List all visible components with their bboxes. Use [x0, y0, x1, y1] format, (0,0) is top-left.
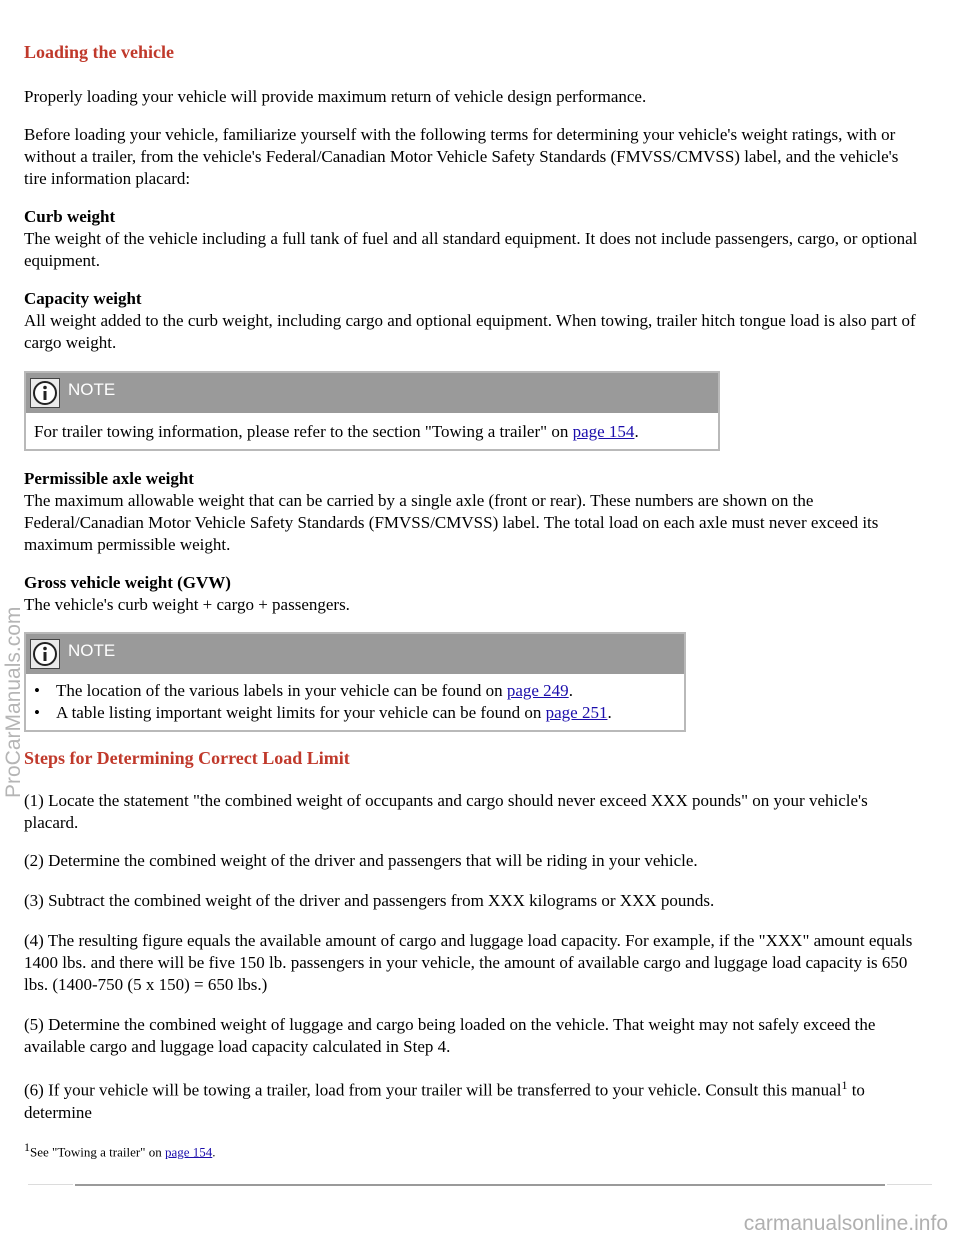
bullet: • — [34, 681, 40, 700]
term-permissible-axle-weight — [24, 468, 924, 556]
note-body — [26, 674, 684, 730]
intro-paragraph: Properly loading your vehicle will provide maximum return of vehicle design performance. — [24, 87, 647, 106]
note-label: NOTE — [68, 380, 116, 399]
bullet: • — [34, 703, 40, 722]
site-watermark: carmanualsonline.info — [743, 1212, 948, 1235]
before-paragraph: Before loading your vehicle, familiarize yourself with the following terms for determining your vehicle's weight ratings, with or without a trailer, from the vehicle's Federal/Canadian Motor Vehicle Safety Standards (FMVSS/CMVSS) label, and the vehicle's tire information placard: — [24, 125, 899, 188]
note-box-labels — [24, 632, 686, 732]
note-body: For trailer towing information, please refer to the section "Towing a trailer" on page 154. — [34, 422, 639, 441]
term-title: Gross vehicle weight (GVW) — [24, 573, 231, 592]
term-description: The maximum allowable weight that can be carried by a single axle (front or rear). These numbers are shown on the Federal/Canadian Motor Vehicle Safety Standards (FMVSS/CMVSS) label. The total load on each axle must never exceed its maximum permissible weight. — [24, 491, 879, 554]
note-bullet-item: • The location of the various labels in your vehicle can be found on page 249. — [34, 681, 573, 700]
step-3: (3) Subtract the combined weight of the driver and passengers from XXX kilograms or XXX pounds. — [24, 891, 715, 910]
page-249-link[interactable]: page 249 — [506, 681, 569, 700]
step-6: (6) If your vehicle will be towing a trailer, load from your trailer will be transferred to your vehicle. Consult this manual$^1$ to determine — [24, 1078, 865, 1122]
watermark-text: ProCarManuals.com — [2, 606, 25, 798]
footnote: $^1$See "Towing a trailer" on page 154. — [24, 1140, 216, 1160]
note-bullet-item: • A table listing important weight limits for your vehicle can be found on page 251. — [34, 703, 612, 722]
footnote-ref: 1 — [841, 1078, 848, 1092]
watermark-vertical — [0, 520, 26, 800]
term-gross-vehicle-weight — [24, 572, 924, 616]
note-box-towing — [24, 371, 720, 451]
term-title: Permissible axle weight — [24, 469, 194, 488]
term-description: The vehicle's curb weight + cargo + passengers. — [24, 595, 350, 614]
steps-heading: Steps for Determining Correct Load Limit — [24, 748, 350, 768]
info-icon — [30, 378, 60, 408]
step-2: (2) Determine the combined weight of the driver and passengers that will be riding in your vehicle. — [24, 851, 698, 870]
info-icon — [30, 639, 60, 669]
footnote-page-154-link[interactable]: page 154 — [164, 1144, 213, 1160]
footer-rule-right — [887, 1184, 932, 1185]
step-1: (1) Locate the statement "the combined weight of occupants and cargo should never exceed XXX pounds" on your vehicle's placard. — [24, 791, 868, 832]
footer-rule-left — [28, 1184, 73, 1185]
note-header — [26, 634, 684, 674]
note-text: For trailer towing information, please refer to the section "Towing a trailer" on — [34, 422, 573, 441]
page-154-link[interactable]: page 154 — [572, 422, 635, 441]
term-title: Curb weight — [24, 207, 116, 226]
step-5: (5) Determine the combined weight of luggage and cargo being loaded on the vehicle. That weight may not safely exceed the available cargo and luggage load capacity calculated in Step 4. — [24, 1015, 876, 1056]
step-4: (4) The resulting figure equals the available amount of cargo and luggage load capacity. For example, if the "XXX" amount equals 1400 lbs. and there will be five 150 lb. passengers in your vehicle, the amount of available cargo and luggage load capacity is 650 lbs. (1400-750 (5 x 150) = 650 lbs.) — [24, 931, 913, 994]
term-description: The weight of the vehicle including a full tank of fuel and all standard equipment. It does not include passengers, cargo, or optional equipment. — [24, 229, 918, 270]
term-curb-weight — [24, 206, 924, 272]
note-label: NOTE — [68, 641, 116, 660]
note-header — [26, 373, 718, 413]
footer-rule — [75, 1184, 885, 1186]
term-description: All weight added to the curb weight, including cargo and optional equipment. When towing, trailer hitch tongue load is also part of cargo weight. — [24, 311, 916, 352]
term-capacity-weight — [24, 288, 924, 354]
page-title: Loading the vehicle — [24, 42, 175, 62]
page-251-link[interactable]: page 251 — [545, 703, 608, 722]
term-title: Capacity weight — [24, 289, 142, 308]
